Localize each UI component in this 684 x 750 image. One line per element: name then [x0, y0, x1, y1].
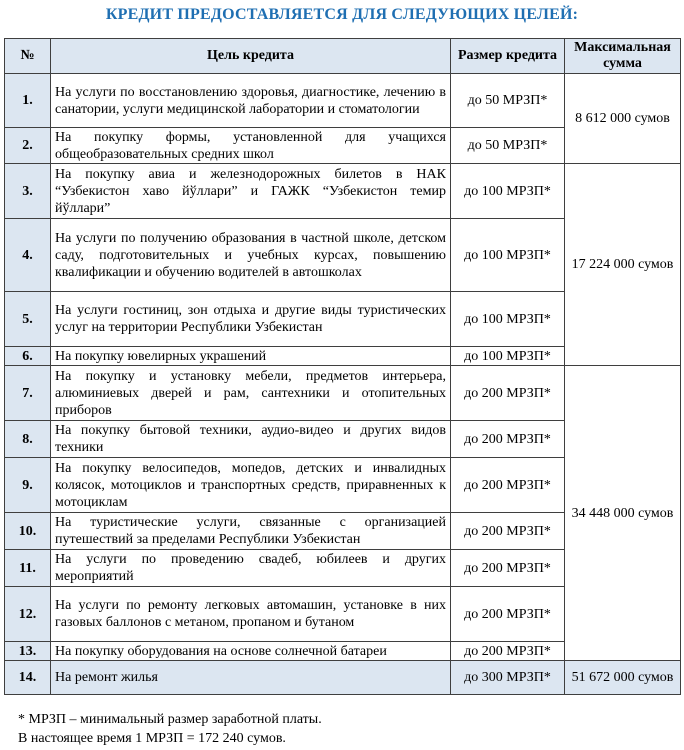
header-goal: Цель кредита [51, 39, 451, 74]
row-max-amount: 8 612 000 сумов [565, 74, 681, 164]
row-number: 12. [5, 587, 51, 642]
row-number: 14. [5, 661, 51, 695]
page-title: КРЕДИТ ПРЕДОСТАВЛЯЕТСЯ ДЛЯ СЛЕДУЮЩИХ ЦЕЛЕЙ: [105, 6, 579, 23]
row-credit-size: до 200 МРЗП* [451, 513, 565, 550]
row-goal: На покупку велосипедов, мопедов, детских и инвалидных колясок, мотоциклов и транспортных средств, приравненных к мотоциклам [51, 458, 451, 513]
row-number: 6. [5, 347, 51, 366]
row-credit-size: до 200 МРЗП* [451, 458, 565, 513]
row-number: 3. [5, 164, 51, 219]
table-row [5, 366, 681, 421]
row-number: 7. [5, 366, 51, 421]
row-goal: На услуги по восстановлению здоровья, диагностике, лечению в санатории, услуги медицинской лаборатории и стоматологии [51, 74, 451, 128]
table-row [5, 74, 681, 128]
row-goal: На покупку и установку мебели, предметов интерьера, алюминиевых дверей и рам, сантехники и отопительных приборов [51, 366, 451, 421]
row-credit-size: до 200 МРЗП* [451, 642, 565, 661]
row-goal: На услуги по проведению свадеб, юбилеев и других мероприятий [51, 550, 451, 587]
row-credit-size: до 50 МРЗП* [451, 128, 565, 164]
header-num: № [5, 39, 51, 74]
footnote-mrzp-definition: * МРЗП – минимальный размер заработной платы. [18, 712, 322, 727]
row-goal: На покупку ювелирных украшений [51, 347, 451, 366]
row-number: 11. [5, 550, 51, 587]
row-goal: На покупку формы, установленной для учащихся общеобразовательных средних школ [51, 128, 451, 164]
row-number: 9. [5, 458, 51, 513]
row-goal: На покупку авиа и железнодорожных билетов в НАК “Узбекистон хаво йўллари” и ГАЖК “Узбекистон темир йўллари” [51, 164, 451, 219]
row-credit-size: до 200 МРЗП* [451, 366, 565, 421]
row-credit-size: до 300 МРЗП* [451, 661, 565, 695]
row-credit-size: до 100 МРЗП* [451, 219, 565, 292]
row-goal: На покупку оборудования на основе солнечной батареи [51, 642, 451, 661]
row-goal: На услуги гостиниц, зон отдыха и другие виды туристических услуг на территории Республики Узбекистан [51, 292, 451, 347]
row-credit-size: до 200 МРЗП* [451, 421, 565, 458]
row-number: 5. [5, 292, 51, 347]
row-number: 10. [5, 513, 51, 550]
row-goal: На покупку бытовой техники, аудио-видео и других видов техники [51, 421, 451, 458]
footnote-mrzp-value: В настоящее время 1 МРЗП = 172 240 сумов. [18, 731, 286, 746]
row-goal: На услуги по получению образования в частной школе, детском саду, подготовительных и учебных курсах, повышению квалификации и обучению водителей в автошколах [51, 219, 451, 292]
credit-purposes-table [4, 38, 681, 695]
row-number: 1. [5, 74, 51, 128]
row-goal: На услуги по ремонту легковых автомашин, установке в них газовых баллонов с метаном, пропаном и бутаном [51, 587, 451, 642]
row-goal: На туристические услуги, связанные с организацией путешествий за пределами Республики Узбекистан [51, 513, 451, 550]
row-max-amount: 34 448 000 сумов [565, 366, 681, 661]
row-credit-size: до 50 МРЗП* [451, 74, 565, 128]
row-credit-size: до 100 МРЗП* [451, 164, 565, 219]
row-credit-size: до 200 МРЗП* [451, 587, 565, 642]
footnotes [18, 710, 322, 748]
row-max-amount: 51 672 000 сумов [565, 661, 681, 695]
table-row [5, 661, 681, 695]
table-row [5, 164, 681, 219]
row-number: 13. [5, 642, 51, 661]
header-max: Максимальная сумма [565, 39, 681, 74]
row-number: 8. [5, 421, 51, 458]
row-goal: На ремонт жилья [51, 661, 451, 695]
row-number: 4. [5, 219, 51, 292]
row-number: 2. [5, 128, 51, 164]
row-credit-size: до 100 МРЗП* [451, 347, 565, 366]
row-credit-size: до 100 МРЗП* [451, 292, 565, 347]
row-max-amount: 17 224 000 сумов [565, 164, 681, 366]
header-size: Размер кредита [451, 39, 565, 74]
row-credit-size: до 200 МРЗП* [451, 550, 565, 587]
table-header-row [5, 39, 681, 74]
